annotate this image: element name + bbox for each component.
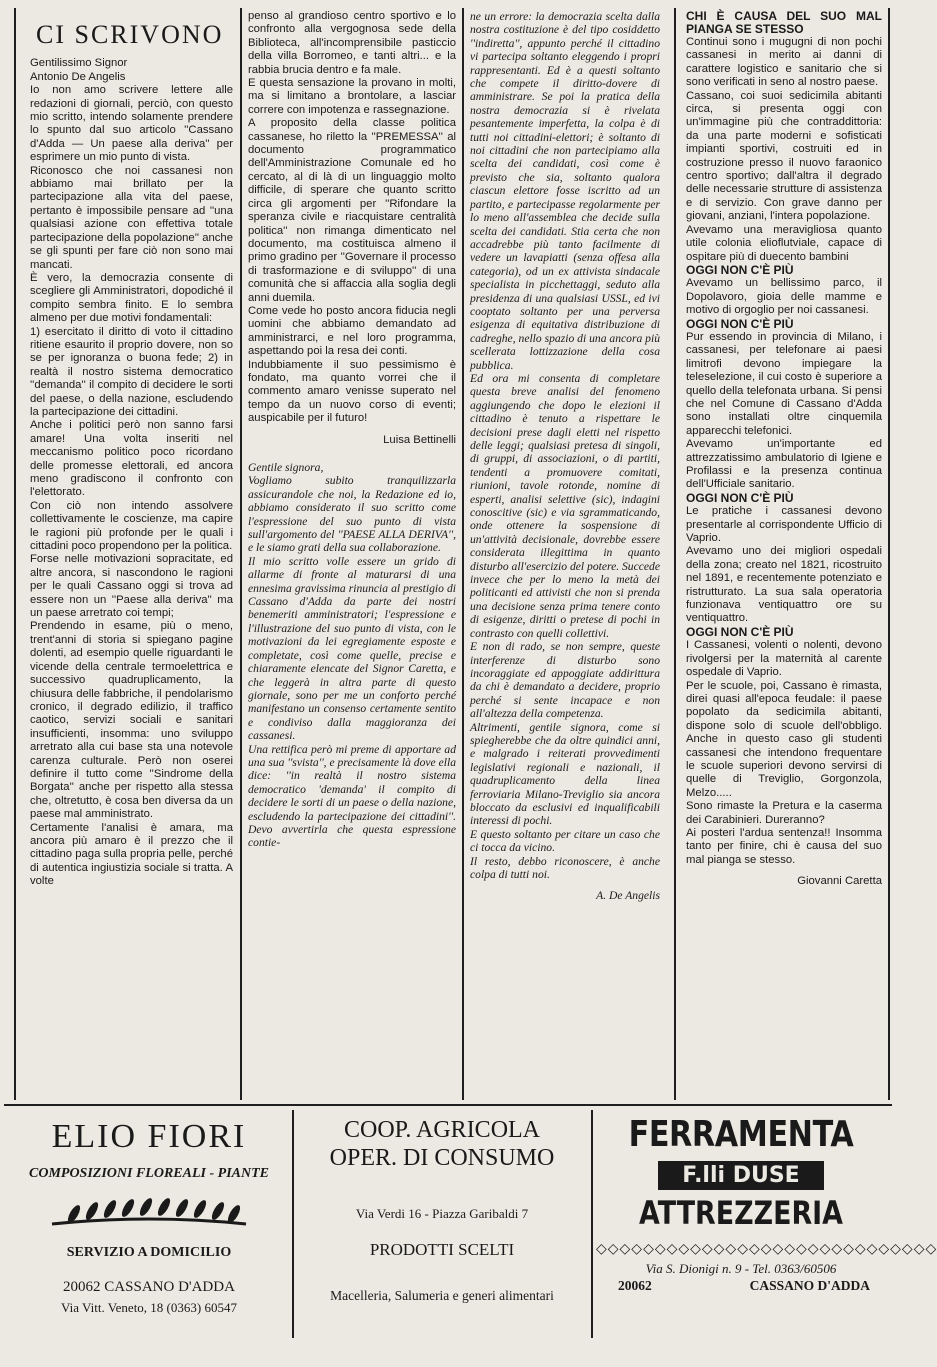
masthead-title: CI SCRIVONO	[36, 20, 224, 49]
paragraph: Avevamo uno dei migliori ospedali della zona; creato nel 1821, ricostruito nel 1891, e recentemente potenziato e ristrutturato. La sua sala operatoria funzionava ventiquattro ore su ventiquattro.	[686, 545, 882, 625]
paragraph: Indubbiamente il suo pessimismo è fondato, ma quanto vorrei che il commento amaro venisse superato nel tempo da un nuovo corso di eventi; auspicabile per il futuro!	[248, 358, 456, 425]
paragraph: I Cassanesi, volenti o nolenti, devono rivolgersi per la maternità al carente ospedale di Vaprio.	[686, 639, 882, 679]
column-letter-bettinelli-part1	[30, 10, 233, 1095]
ad-coop-address: Via Verdi 16 - Piazza Garibaldi 7	[355, 1206, 529, 1221]
paragraph: Per le scuole, poi, Cassano è rimasta, direi quasi all'epoca feudale: il paese popolato da sedicimila abitanti, dispone solo di scuole dell'obbligo. Anche in questo caso gli studenti cassanesi che intendono frequentare le scuole superiori devono servirsi di quelle di Treviglio, Gorgonzola, Melzo.....	[686, 679, 882, 799]
paragraph: Anche i politici però non sanno farsi amare! Una volta inseriti nel meccanismo politico poco ricordano delle promesse elettorali, ed ancora meno gradiscono il confronto con l'elettorato.	[30, 419, 233, 499]
paragraph: Forse nelle motivazioni sopracitate, ed altre ancora, si nascondono le ragioni per le quali Cassano oggi si trova ad essere non un ''Paese alla deriva'' ma un paese arretrato coi tempi;	[30, 553, 233, 620]
diamond-border-icon: ◇◇◇◇◇◇◇◇◇◇◇◇◇◇◇◇◇◇◇◇◇◇◇◇◇◇◇◇◇	[596, 1240, 937, 1256]
reply-paragraph: E non di rado, se non sempre, queste interferenze di disturbo sono incoraggiate ed appoggiate addirittura da chi è demandato a decidere, proprio perché si sente incapace e non all'altezza della competenza.	[470, 640, 660, 721]
section-heading: OGGI NON C'È PIÙ	[686, 262, 794, 277]
paragraph: Cassano, coi suoi sedicimila abitanti circa, si presenta oggi con un'immagine più che contraddittoria: da una parte moderni e sofisticati impianti sportivi, costruiti ed in costruzione presso il nuovo faraonico centro sportivo; dall'altra il degrado delle necessarie strutture di assistenza e di servizio. Con grave danno per giovani, anziani, l'intera popolazione.	[686, 89, 882, 223]
ad-ferramenta-city-line	[596, 1278, 886, 1294]
section-heading: OGGI NON C'È PIÙ	[686, 490, 794, 505]
reply-paragraph: Ed ora mi consenta di completare questa breve analisi del fenomeno aggiungendo che dopo le elezioni il cittadino è tenuto a rispettare le decisioni prese dagli eletti nel rispetto delle leggi; qualsiasi pretesa di singoli, di gruppi, di associazioni, o di partiti, tendenti a promuovere comitati, riunioni, tavole rotonde, nomine di esperti, analisi selettive (sic), indagini conoscitive (sic) e via sgrammaticando, onde ottenere la sospensione di un'attività decisionale, dovrebbe essere considerata illegittima in quanto disturbo all'esercizio del potere. Succede invece che per lo meno la metà dei politicanti ed attivisti che non si prenda una decisione senza prima tenere conto di esigenze, diritti o pretese di pochi in contrasto con quelli collettivi.	[470, 371, 660, 640]
paragraph: Pur essendo in provincia di Milano, i cassanesi, per telefonare ai paesi limitrofi devono impiegare la teleselezione, il cui costo è superiore a quello della telefonata urbana. Si pensi che nel Comune di Cassano d'Adda sono installati oltre cinquemila apparecchi telefonici.	[686, 330, 882, 437]
ad-elio-city: 20062 CASSANO D'ADDA	[63, 1279, 235, 1295]
section-heading: OGGI NON C'È PIÙ	[686, 624, 794, 639]
ad-ferramenta-city: CASSANO D'ADDA	[749, 1278, 870, 1293]
reply-paragraph: Il mio scritto volle essere un grido di allarme di fronte al maturarsi di una ennesima gravissima rinuncia al prestigio di Cassano d'Adda da parte dei nostri benemeriti amministratori; l'espressione e l'illustrazione del suo punto di vista, con le motivazioni da lei egregiamente esposte e completate, così come quelle, precise e chiaramente elencate del Signor Caretta, e che leggerà in altra parte di questo giornale, sono per me un conforto perché manifestano un consenso certamente sentito e condiviso dalla maggioranza dei cassanesi.	[248, 554, 456, 743]
ad-coop-shops: Macelleria, Salumeria e generi alimentari	[330, 1288, 554, 1303]
ad-elio-subtitle: COMPOSIZIONI FLOREALI - PIANTE	[29, 1166, 269, 1181]
paragraph: Avevamo una meravigliosa quanto utile colonia elioflutviale, capace di ospitare più di duecento bambini	[686, 223, 882, 263]
paragraph: penso al grandioso centro sportivo e lo confronto alla vergognosa sede della Biblioteca, all'incomprensibile pasticcio della villa Borromeo, e tanti altri... e la rabbia brucia dentro e fa male.	[248, 10, 456, 76]
reply-paragraph: Vogliamo subito tranquilizzarla assicurandole che noi, la Redazione ed io, abbiamo considerato il suo scritto come l'espressione del suo punto di vista sull'argomento del ''PAESE ALLA DERIVA'', e le siamo grati della sua collaborazione.	[248, 474, 456, 555]
paragraph: Continui sono i mugugni di non pochi cassanesi in merito ai danni di carattere logistico e sanitario che si sono verificati in seno al nostro paese.	[686, 36, 882, 89]
ad-coop-agricola	[297, 1110, 587, 1338]
ad-coop-name-line1: COOP. AGRICOLA	[343, 1117, 541, 1143]
paragraph: Sono rimaste la Pretura e la caserma dei Carabinieri. Dureranno?	[686, 800, 882, 826]
reply-greeting: Gentile signora,	[248, 461, 324, 474]
signature-bettinelli: Luisa Bettinelli	[383, 433, 456, 446]
paragraph: Riconosco che noi cassanesi non abbiamo mai brillato per la partecipazione alla vita del paese, pertanto è impossibile pensare ad ''una qualsiasi azione con effettiva totale partecipazione della popolazione'' anche se gli spunti per fare ciò non sono mai mancati.	[30, 164, 233, 271]
ad-elio-service: SERVIZIO A DOMICILIO	[66, 1245, 232, 1260]
ad-coop-name-line2: OPER. DI CONSUMO	[329, 1145, 555, 1171]
paragraph: A proposito della classe politica cassanese, ho riletto la ''PREMESSA'' al documento programmatico dell'Amministrazione Comunale ed ho cercato, al di là di un linguaggio molto difficile, di sperare che quanto scritto circa gli argomenti per ''Rifondare la speranza civile e riacquistare centralità politica'' non rimanga dimenticato nel documento, ma costituisca almeno il primo gradino per ''Governare il processo di trasformazione e di sviluppo'' di una comunità che si affaccia alla soglia degli anni duemila.	[248, 117, 456, 304]
ad-divider-2	[591, 1110, 593, 1338]
column-rule-1	[240, 8, 242, 1100]
paragraph: Con ciò non intendo assolvere collettivamente le coscienze, ma capire le ragioni più profonde per le quali i cittadini poco propendono per la politica.	[30, 499, 233, 553]
column-letter-bettinelli-part2	[248, 10, 456, 1095]
column-rule-right	[888, 8, 890, 1100]
paragraph: È vero, la democrazia consente di scegliere gli Amministratori, dopodiché il compito sembra finito. E lo sembra almeno per due motivi fondamentali:	[30, 271, 233, 325]
ad-ferramenta-sub: ATTREZZERIA	[639, 1194, 843, 1232]
paragraph: E questa sensazione la provano in molti, ma si limitano a brontolare, a lasciar correre con impotenza e rassegnazione.	[248, 77, 456, 116]
ad-elio-name: ELIO FIORI	[51, 1118, 247, 1155]
reply-de-angelis	[248, 461, 456, 850]
reply-paragraph: Altrimenti, gentile signora, come si spiegherebbe che da oltre quindici anni, e malgrado i reiterati provvedimenti legislativi regionali e nazionali, il quadruplicamento della linea ferroviaria Milano-Treviglio sia ancora bloccato da esclusivi ed inqualificabili interessi di pochi.	[470, 720, 660, 828]
ad-ferramenta-address: Via S. Dionigi n. 9 - Tel. 0363/60506	[645, 1261, 837, 1276]
wheat-ornament-icon	[44, 1192, 254, 1232]
reply-paragraph: Una rettifica però mi preme di apportare ad una sua ''svista'', e precisamente là dove ella dice: ''in realtà il nostro sistema democratico 'demanda' il compito di decidere le sorti di un paese o della nazione, escludendo la partecipazione dei cittadini''. Devo avvertirla che questa espressione contie-	[248, 742, 456, 850]
signature-de-angelis: A. De Angelis	[596, 889, 660, 903]
column-rule-3	[674, 8, 676, 1100]
ad-ferramenta-cap: 20062	[618, 1278, 652, 1293]
column-rule-left	[14, 8, 16, 1100]
reply-paragraph: Il resto, debbo riconoscere, è anche colpa di tutti noi.	[470, 854, 660, 881]
salutation-name: Antonio De Angelis	[30, 70, 126, 83]
ad-coop-products: PRODOTTI SCELTI	[369, 1240, 515, 1259]
column-reply-de-angelis-cont	[470, 10, 660, 1095]
article-headline: CHI È CAUSA DEL SUO MAL PIANGA SE STESSO	[686, 9, 882, 36]
signature-caretta: Giovanni Caretta	[797, 875, 882, 888]
paragraph: Le pratiche i cassanesi devono presentarle al corrispondente Ufficio di Vaprio.	[686, 505, 882, 545]
ad-ferramenta-brand: F.lli DUSE	[658, 1161, 823, 1190]
reply-paragraph: E questo soltanto per citare un caso che ci tocca da vicino.	[470, 827, 660, 855]
advertisements-row	[0, 1110, 937, 1350]
ad-ferramenta-name: FERRAMENTA	[628, 1114, 854, 1155]
column-rule-2	[462, 8, 464, 1100]
paragraph: Io non amo scrivere lettere alle redazioni di giornali, perciò, con questo mio scritto, intendo solamente prendere lo spunto dal suo articolo ''Cassano d'Adda — Un paese alla deriva'' per esprimere un mio punto di vista.	[30, 84, 233, 164]
ads-top-rule	[4, 1104, 892, 1106]
ad-elio-fiori	[8, 1110, 290, 1338]
ad-elio-address: Via Vitt. Veneto, 18 (0363) 60547	[61, 1300, 237, 1315]
paragraph: Certamente l'analisi è amara, ma ancora più amaro è il prezzo che il cittadino paga sulla propria pelle, perché di autentica ingiustizia sociale si tratta. A volte	[30, 821, 233, 888]
paragraph: Come vede ho posto ancora fiducia negli uomini che abbiamo demandato ad amministrarci, e nel loro programma, aspettando poi la resa dei conti.	[248, 304, 456, 358]
paragraph: Ai posteri l'ardua sentenza!! Insomma tanto per finire, chi è causa del suo mal pianga se stesso.	[686, 826, 882, 866]
section-heading: OGGI NON C'È PIÙ	[686, 316, 794, 331]
paragraph: Avevamo un'importante ed attrezzatissimo ambulatorio di Igiene e Profilassi e la presenza continua dell'Ufficiale sanitario.	[686, 438, 882, 491]
ad-divider-1	[292, 1110, 294, 1338]
ad-ferramenta-duse	[596, 1110, 937, 1338]
salutation-line: Gentilissimo Signor	[30, 57, 128, 70]
paragraph: Prendendo in esame, più o meno, trent'anni di storia si spiegano pagine dolenti, ad esempio quelle riguardanti le vicende della centrale termoelettrica e successivo quadruplicamento, la chiusura delle fabbriche, il pendolarismo cronico, il degrado edilizio, il traffico caotico, servizi sociali e sanitari insufficienti, insomma: uno sviluppo arretrato alla cui base sta una notevole carenza culturale. Però non oserei definire il tutto come ''Sindrome della Borgata'' anche per rispetto alla stessa che, oltretutto, è cosa ben diversa da un paese mal amministrato.	[30, 620, 233, 821]
column-letter-caretta	[686, 10, 882, 1095]
paragraph: 1) esercitato il diritto di voto il cittadino ritiene esaurito il proprio dovere, non so se per ignoranza o buona fede; 2) in realtà il nostro sistema democratico ''demanda'' il compito di decidere le sorti del paese, o della nazione, escludendo la partecipazione dei cittadini.	[30, 325, 233, 418]
reply-paragraph: ne un errore: la democrazia scelta dalla nostra costituzione è del tipo cosiddetto ''indiretta'', appunto perché il cittadino vi partecipa soltanto eleggendo i propri rappresentanti. Ed è a questi soltanto che compete il diritto-dovere di amministrare. Se poi la pratica della nostra democrazia si è rivelata pesantemente imperfetta, la colpa è di tutti noi cittadini-elettori; è soltanto di noi cittadini che non partecipiamo alla scelta dei candidati, così come è previsto che sia, soltanto qualora ciascun elettore fosse iscritto ad un partito, e partecipasse regolarmente per lo meno all'assemblea che decide sulla scelta dei candidati. Stia certa che non accadrebbe più tanto facilmente di vedere un lavapiatti (senza offesa alla categoria), od un ex attivista sindacale specialista in picchettaggi, seduto alla presidenza di una qualsiasi USSL, ed ivi cooptato soltanto per una perversa esigenza di equitativa distribuzione di cadreghe, nello spazio di una ancora più scellerata lottizzazione della cosa pubblica.	[470, 10, 660, 372]
paragraph: Avevamo un bellissimo parco, il Dopolavoro, gioia delle mamme e motivo di orgoglio per noi cassanesi.	[686, 277, 882, 317]
